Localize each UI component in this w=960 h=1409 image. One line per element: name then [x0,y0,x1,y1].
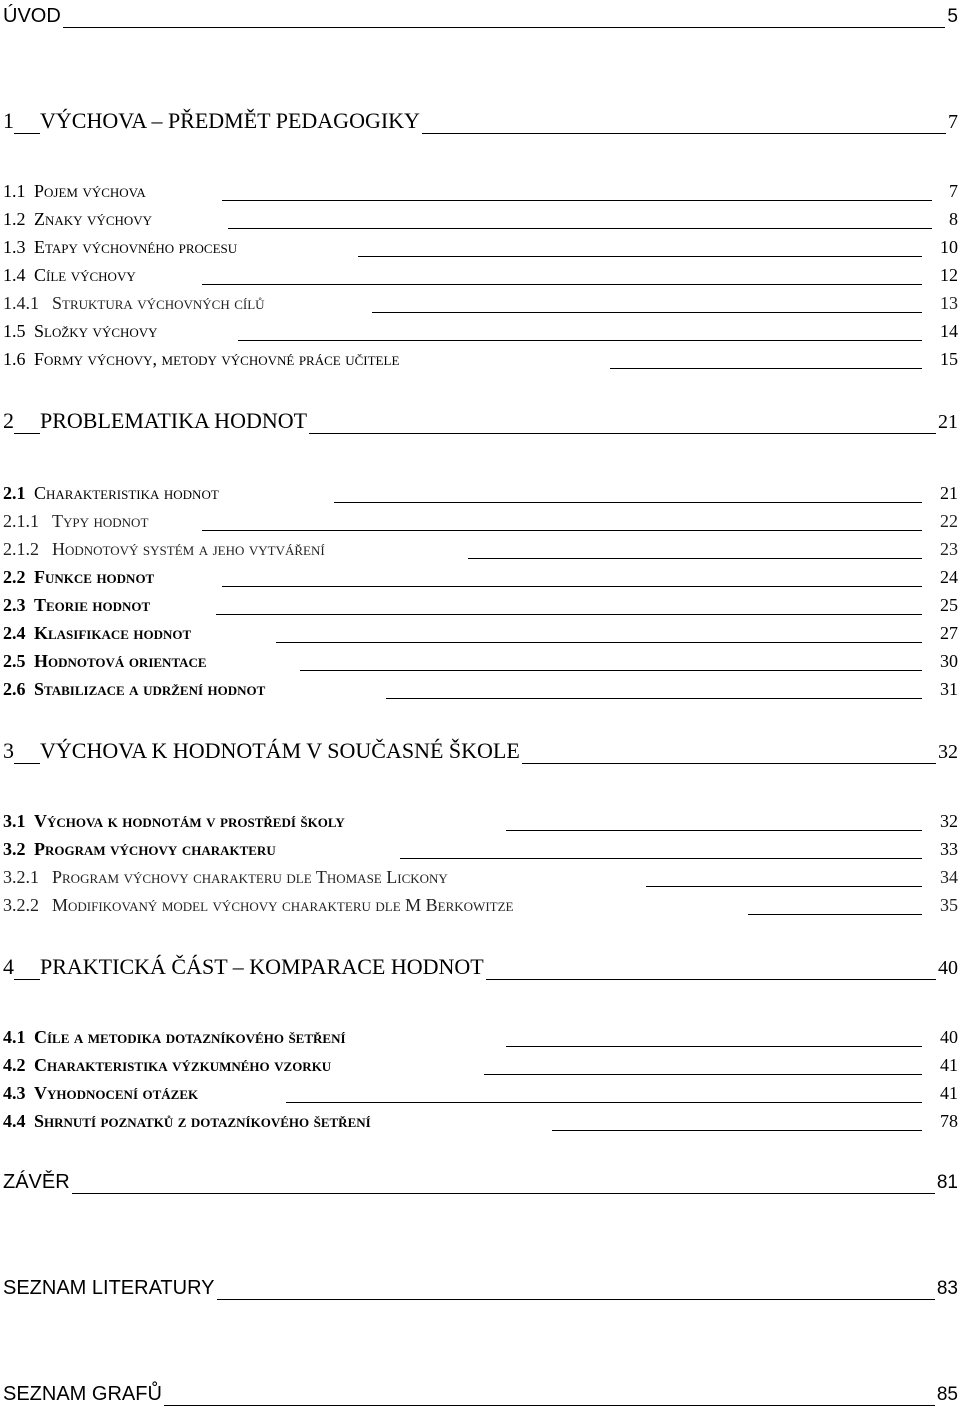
leader-line [400,858,922,859]
toc-section-4-3[interactable] [0,1076,960,1104]
toc-section-3-2[interactable] [0,832,960,860]
leader-line [646,886,922,887]
toc-title: Program výchovy charakteru dle Thomase Lickony [52,867,448,887]
toc-title: Výchova k hodnotám v prostředí školy [34,811,345,831]
toc-page: 24 [940,567,958,587]
toc-chapter-1[interactable] [0,106,960,134]
toc-section-1-1[interactable] [0,174,960,202]
toc-page: 23 [940,539,958,559]
toc-page: 31 [940,679,958,699]
leader-line [386,698,922,699]
leader-line [484,1074,922,1075]
toc-section-4-1[interactable] [0,1020,960,1048]
toc-number: 2.1.2 [3,539,39,559]
toc-section-2-1[interactable] [0,476,960,504]
toc-page: 7 [948,111,958,133]
leader-line [276,642,922,643]
toc-number: 1.4.1 [3,293,39,313]
toc-title: Shrnutí poznatků z dotazníkového šetření [34,1111,371,1131]
toc-number: 1.5 [3,321,26,341]
toc-entry-literature[interactable] [0,1272,960,1300]
leader-line [552,1130,922,1131]
leader-line [222,586,922,587]
leader-line [3,1193,958,1194]
toc-section-4-4[interactable] [0,1104,960,1132]
toc-title: SEZNAM LITERATURY [3,1277,215,1299]
toc-number: 1.3 [3,237,26,257]
toc-page: 41 [940,1083,958,1103]
toc-section-2-4[interactable] [0,616,960,644]
leader-line [506,1046,922,1047]
toc-section-1-5[interactable] [0,314,960,342]
toc-entry-intro[interactable] [0,0,960,28]
toc-number: 1.4 [3,265,26,285]
toc-page: 34 [940,867,958,887]
leader-line [286,1102,922,1103]
toc-page: 21 [938,411,958,433]
toc-number: 2.4 [3,623,26,643]
toc-page: 8 [949,209,958,229]
toc-section-1-6[interactable] [0,342,960,370]
toc-number: 4.1 [3,1027,26,1047]
leader-line [202,284,922,285]
leader-line [300,670,922,671]
toc-page: 32 [940,811,958,831]
toc-number: 2.3 [3,595,26,615]
leader-line [202,530,922,531]
toc-number: 3.2.2 [3,895,39,915]
toc-title: Cíle a metodika dotazníkového šetření [34,1027,346,1047]
toc-title: Charakteristika hodnot [34,483,219,503]
toc-page: 12 [940,265,958,285]
toc-page: 41 [940,1055,958,1075]
leader-line [216,614,922,615]
toc-section-1-4[interactable] [0,258,960,286]
toc-page: 30 [940,651,958,671]
toc-section-2-2[interactable] [0,560,960,588]
toc-number: 2.2 [3,567,26,587]
toc-title: Znaky výchovy [34,209,153,229]
toc-title: Cíle výchovy [34,265,136,285]
toc-title: SEZNAM GRAFŮ [3,1383,162,1405]
leader-line [3,27,958,28]
toc-page: 27 [940,623,958,643]
toc-title: Teorie hodnot [34,595,151,615]
toc-entry-conclusion[interactable] [0,1166,960,1194]
toc-subsection-2-1-2[interactable] [0,532,960,560]
toc-title: ZÁVĚR [3,1171,70,1193]
toc-title: Program výchovy charakteru [34,839,276,859]
toc-page: 83 [936,1278,958,1299]
toc-title: Hodnotový systém a jeho vytváření [52,539,325,559]
toc-page: 81 [936,1172,958,1193]
toc-title: Struktura výchovných cílů [52,293,265,313]
toc-page: 40 [940,1027,958,1047]
leader-line [610,368,922,369]
toc-subsection-1-4-1[interactable] [0,286,960,314]
toc-page: 35 [940,895,958,915]
toc-title: Hodnotová orientace [34,651,207,671]
leader-line [334,502,922,503]
toc-number: 4.3 [3,1083,26,1103]
toc-page: 10 [940,237,958,257]
toc-number: 1.2 [3,209,26,229]
leader-line [748,914,922,915]
leader-line [238,340,922,341]
leader-line [228,228,932,229]
toc-number: 4 [3,954,14,979]
toc-title: Etapy výchovného procesu [34,237,238,257]
toc-page: 5 [947,6,958,27]
toc-number: 1 [3,108,14,133]
toc-subsection-3-2-1[interactable] [0,860,960,888]
toc-section-2-5[interactable] [0,644,960,672]
toc-title: PROBLEMATIKA HODNOT [40,408,308,433]
toc-number: 2.5 [3,651,26,671]
toc-page: 22 [940,511,958,531]
toc-title: Charakteristika výzkumného vzorku [34,1055,332,1075]
toc-title: Funkce hodnot [34,567,155,587]
toc-title: PRAKTICKÁ ČÁST – KOMPARACE HODNOT [40,954,484,979]
toc-page: 33 [940,839,958,859]
toc-section-3-1[interactable] [0,804,960,832]
toc-page: 21 [940,483,958,503]
toc-page: 25 [940,595,958,615]
toc-number: 2.1.1 [3,511,39,531]
toc-subsection-2-1-1[interactable] [0,504,960,532]
toc-title: Modifikovaný model výchovy charakteru dle M Berkowitze [52,895,514,915]
toc-number: 2.6 [3,679,26,699]
toc-section-1-3[interactable] [0,230,960,258]
toc-title: Klasifikace hodnot [34,623,192,643]
toc-entry-graphs[interactable] [0,1378,960,1406]
toc-number: 2.1 [3,483,26,503]
toc-section-2-3[interactable] [0,588,960,616]
toc-title: Formy výchovy, metody výchovné práce učitele [34,349,400,369]
toc-number: 2 [3,408,14,433]
toc-number: 3.2 [3,839,26,859]
toc-number: 4.4 [3,1111,26,1131]
toc-number: 3.1 [3,811,26,831]
toc-title: Stabilizace a udržení hodnot [34,679,266,699]
toc-chapter-2[interactable] [0,406,960,434]
toc-chapter-4[interactable] [0,952,960,980]
toc-title: ÚVOD [3,5,61,27]
leader-line [506,830,922,831]
toc-page: 85 [936,1384,958,1405]
toc-number: 1.6 [3,349,26,369]
toc-page: 13 [940,293,958,313]
toc-title: VÝCHOVA K HODNOTÁM V SOUČASNÉ ŠKOLE [40,738,520,763]
leader-line [222,200,932,201]
toc-title: Pojem výchova [34,181,146,201]
leader-line [358,256,922,257]
toc-section-4-2[interactable] [0,1048,960,1076]
toc-title: VÝCHOVA – PŘEDMĚT PEDAGOGIKY [40,108,420,133]
toc-subsection-3-2-2[interactable] [0,888,960,916]
toc-number: 1.1 [3,181,26,201]
toc-page: 78 [940,1111,958,1131]
leader-line [372,312,922,313]
toc-chapter-3[interactable] [0,736,960,764]
toc-page: 7 [949,181,958,201]
toc-number: 3 [3,738,14,763]
toc-page: 32 [938,741,958,763]
toc-title: Typy hodnot [52,511,149,531]
toc-page: 14 [940,321,958,341]
toc-page: 15 [940,349,958,369]
toc-number: 4.2 [3,1055,26,1075]
toc-title: Složky výchovy [34,321,158,341]
toc-title: Vyhodnocení otázek [34,1083,199,1103]
toc-number: 3.2.1 [3,867,39,887]
toc-page: 40 [938,957,958,979]
leader-line [468,558,922,559]
toc-section-1-2[interactable] [0,202,960,230]
toc-section-2-6[interactable] [0,672,960,700]
